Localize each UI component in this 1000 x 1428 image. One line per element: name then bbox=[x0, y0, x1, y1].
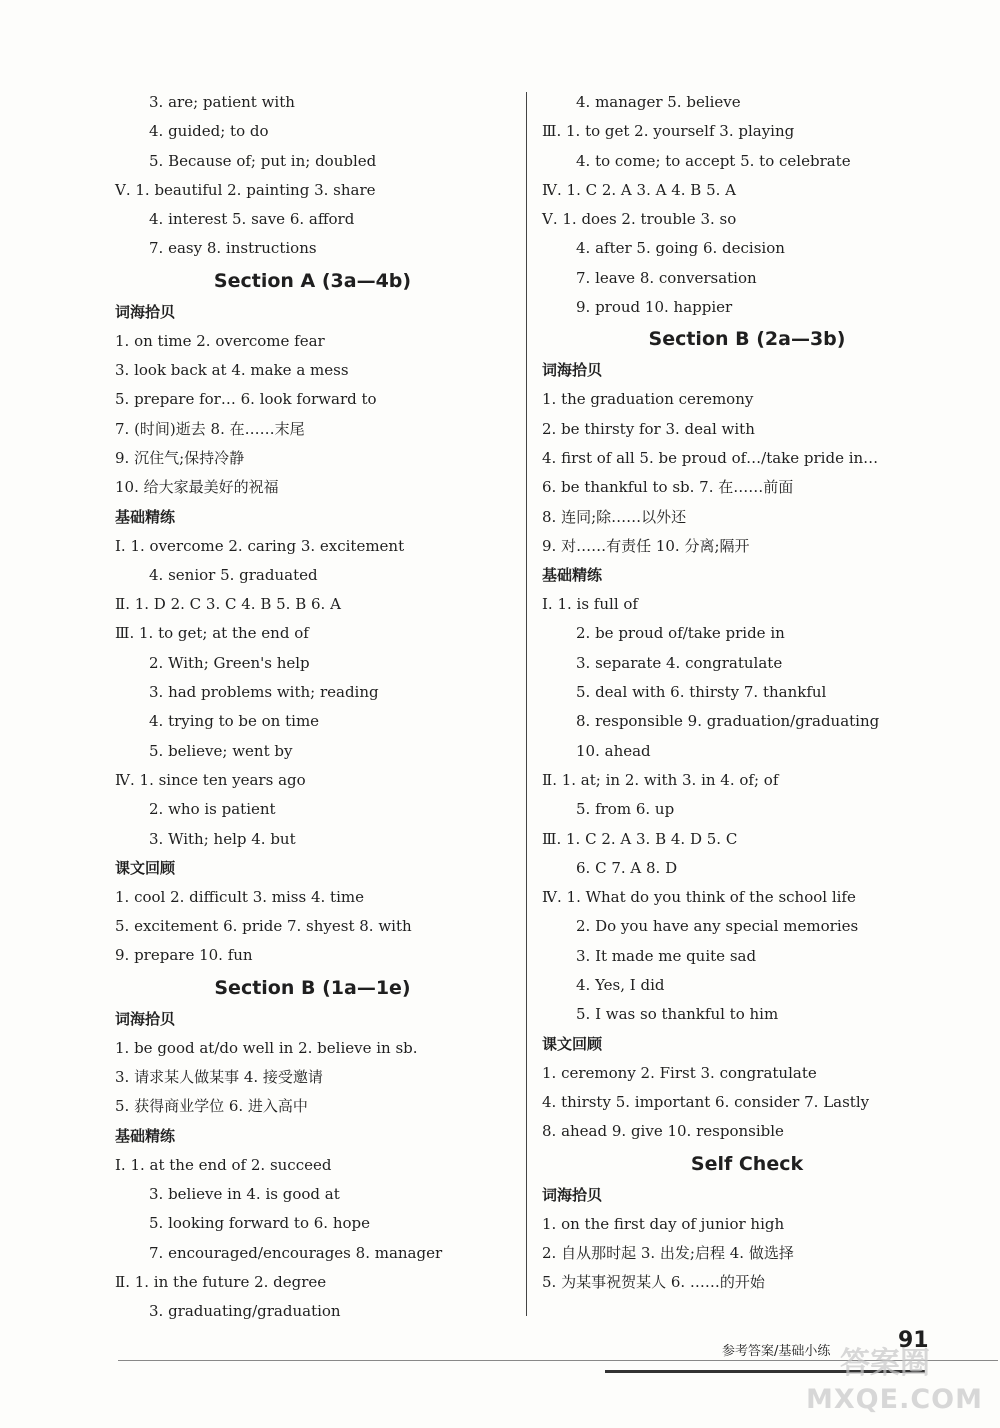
subsection-heading: 基础精练 bbox=[542, 566, 603, 585]
answer-line: Ⅲ. 1. to get; at the end of bbox=[115, 624, 309, 643]
answer-line: 2. 自从那时起 3. 出发;启程 4. 做选择 bbox=[542, 1243, 794, 1262]
watermark-url: MXQE.COM bbox=[806, 1384, 983, 1415]
answer-line: Ⅴ. 1. beautiful 2. painting 3. share bbox=[115, 180, 376, 199]
answer-line: Ⅱ. 1. in the future 2. degree bbox=[115, 1272, 327, 1291]
answer-line: 5. I was so thankful to him bbox=[576, 1005, 779, 1024]
answer-line: 3. look back at 4. make a mess bbox=[115, 361, 349, 380]
answer-line: Ⅰ. 1. overcome 2. caring 3. excitement bbox=[115, 536, 405, 555]
answer-line: 4. guided; to do bbox=[149, 122, 269, 141]
answer-line: 2. be thirsty for 3. deal with bbox=[542, 419, 755, 438]
answer-line: 3. had problems with; reading bbox=[149, 683, 379, 702]
footer-label: 参考答案/基础小练 bbox=[722, 1344, 831, 1359]
answer-line: Ⅱ. 1. D 2. C 3. C 4. B 5. B 6. A bbox=[115, 595, 341, 614]
answer-line: 3. With; help 4. but bbox=[149, 829, 296, 848]
answer-line: Ⅰ. 1. is full of bbox=[542, 595, 638, 614]
section-heading: Section B (2a—3b) bbox=[648, 328, 846, 351]
answer-line: 4. after 5. going 6. decision bbox=[576, 239, 785, 258]
subsection-heading: 词海拾贝 bbox=[542, 361, 603, 380]
watermark-cn: 答案圈 bbox=[840, 1346, 930, 1381]
answer-line: 8. ahead 9. give 10. responsible bbox=[542, 1122, 784, 1141]
left-column bbox=[115, 88, 510, 1326]
answer-line: 1. cool 2. difficult 3. miss 4. time bbox=[115, 887, 364, 906]
answer-line: 5. deal with 6. thirsty 7. thankful bbox=[576, 683, 827, 702]
section-heading: Section B (1a—1e) bbox=[214, 976, 411, 999]
answer-line: 1. ceremony 2. First 3. congratulate bbox=[542, 1063, 817, 1082]
answer-line: 6. C 7. A 8. D bbox=[576, 858, 678, 877]
subsection-heading: 课文回顾 bbox=[115, 858, 176, 877]
answer-line: 4. to come; to accept 5. to celebrate bbox=[576, 151, 851, 170]
answer-line: 9. 沉住气;保持冷静 bbox=[115, 448, 245, 467]
answer-line: 5. Because of; put in; doubled bbox=[149, 151, 377, 170]
answer-line: 5. 为某事祝贺某人 6. ……的开始 bbox=[542, 1273, 765, 1292]
page-number: 91 bbox=[898, 1328, 929, 1353]
answer-line: 4. thirsty 5. important 6. consider 7. Lastly bbox=[542, 1092, 870, 1111]
answer-line: 4. Yes, I did bbox=[576, 976, 665, 995]
answer-line: 9. prepare 10. fun bbox=[115, 946, 253, 965]
answer-line: Ⅱ. 1. at; in 2. with 3. in 4. of; of bbox=[542, 770, 779, 789]
answer-line: Ⅲ. 1. C 2. A 3. B 4. D 5. C bbox=[542, 829, 738, 848]
answer-line: 4. senior 5. graduated bbox=[149, 565, 318, 584]
answer-line: 5. 获得商业学位 6. 进入高中 bbox=[115, 1097, 308, 1116]
subsection-heading: 课文回顾 bbox=[542, 1034, 603, 1053]
answer-line: 10. ahead bbox=[576, 741, 651, 760]
answer-line: 1. on time 2. overcome fear bbox=[115, 331, 325, 350]
answer-line: 3. 请求某人做某事 4. 接受邀请 bbox=[115, 1068, 323, 1087]
answer-line: 5. from 6. up bbox=[576, 800, 675, 819]
answer-line: 8. 连同;除……以外还 bbox=[542, 507, 687, 526]
answer-line: 4. manager 5. believe bbox=[576, 93, 741, 111]
answer-line: 7. (时间)逝去 8. 在……末尾 bbox=[115, 419, 305, 438]
answer-line: 10. 给大家最美好的祝福 bbox=[115, 478, 279, 497]
subsection-heading: 词海拾贝 bbox=[542, 1185, 603, 1204]
subsection-heading: 基础精练 bbox=[115, 507, 176, 526]
answer-line: 1. be good at/do well in 2. believe in sb. bbox=[115, 1038, 418, 1057]
answer-line: 5. believe; went by bbox=[149, 741, 293, 760]
answer-line: 5. looking forward to 6. hope bbox=[149, 1214, 371, 1233]
answer-line: 3. believe in 4. is good at bbox=[149, 1184, 340, 1203]
answer-line: 9. 对……有责任 10. 分离;隔开 bbox=[542, 536, 750, 555]
answer-line: 9. proud 10. happier bbox=[576, 298, 733, 317]
answer-line: 2. Do you have any special memories bbox=[576, 917, 859, 936]
answer-line: 1. on the first day of junior high bbox=[542, 1214, 785, 1233]
subsection-heading: 词海拾贝 bbox=[115, 302, 176, 321]
answer-line: 3. graduating/graduation bbox=[149, 1302, 341, 1321]
answer-line: 8. responsible 9. graduation/graduating bbox=[576, 712, 880, 731]
column-divider bbox=[526, 92, 527, 1316]
subsection-heading: 基础精练 bbox=[115, 1126, 176, 1145]
answer-line: Ⅰ. 1. at the end of 2. succeed bbox=[115, 1155, 332, 1174]
answer-line: 7. encouraged/encourages 8. manager bbox=[149, 1243, 443, 1262]
answer-line: Ⅳ. 1. What do you think of the school life bbox=[542, 888, 856, 907]
watermark-logo bbox=[800, 1340, 990, 1420]
answer-line: 2. be proud of/take pride in bbox=[576, 624, 785, 643]
answer-line: 2. who is patient bbox=[149, 800, 276, 819]
answer-line: 5. prepare for… 6. look forward to bbox=[115, 390, 377, 409]
answer-line: Ⅴ. 1. does 2. trouble 3. so bbox=[542, 210, 737, 229]
section-heading: Section A (3a—4b) bbox=[213, 269, 412, 292]
answer-line: Ⅳ. 1. C 2. A 3. A 4. B 5. A bbox=[542, 180, 736, 199]
right-column bbox=[542, 88, 952, 1297]
answer-line: 3. It made me quite sad bbox=[576, 946, 757, 965]
answer-line: Ⅳ. 1. since ten years ago bbox=[115, 770, 306, 789]
answer-line: 7. easy 8. instructions bbox=[149, 239, 317, 258]
answer-line: Ⅲ. 1. to get 2. yourself 3. playing bbox=[542, 122, 795, 141]
answer-line: 3. separate 4. congratulate bbox=[576, 653, 783, 672]
subsection-heading: 词海拾贝 bbox=[115, 1009, 176, 1028]
answer-line: 5. excitement 6. pride 7. shyest 8. with bbox=[115, 917, 412, 936]
answer-line: 4. interest 5. save 6. afford bbox=[149, 210, 355, 229]
answer-line: 1. the graduation ceremony bbox=[542, 390, 754, 409]
answer-line: 3. are; patient with bbox=[149, 93, 295, 111]
answer-line: 7. leave 8. conversation bbox=[576, 268, 757, 287]
answer-line: 2. With; Green's help bbox=[149, 653, 310, 672]
answer-line: 6. be thankful to sb. 7. 在……前面 bbox=[542, 478, 794, 497]
answer-line: 4. first of all 5. be proud of…/take pride in… bbox=[542, 448, 879, 467]
answer-line: 4. trying to be on time bbox=[149, 712, 320, 731]
section-heading: Self Check bbox=[690, 1152, 804, 1175]
